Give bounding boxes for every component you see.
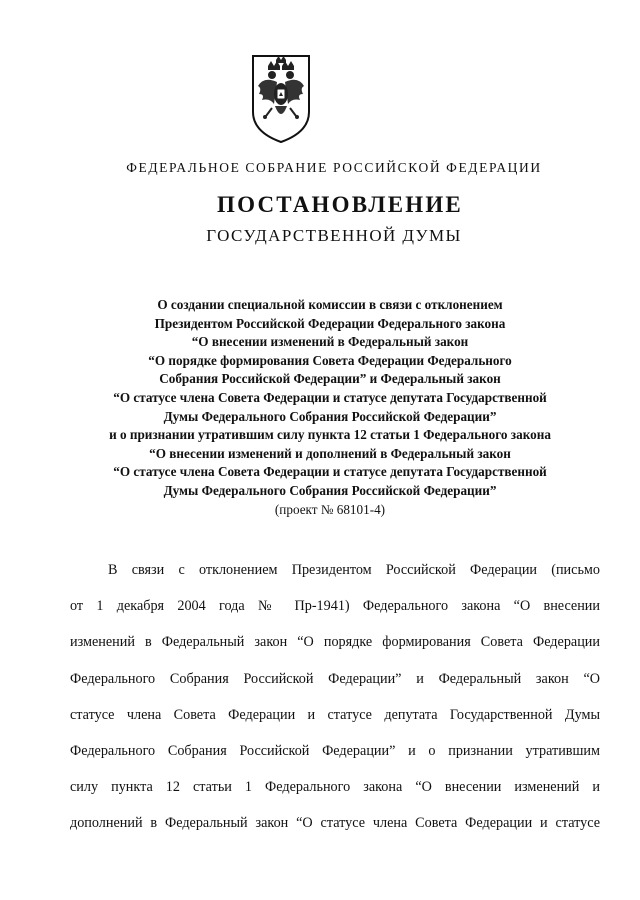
heading-line: “О внесении изменений в Федеральный закон — [191, 334, 469, 350]
heading-line: Президентом Российской Федерации Федерального закона — [154, 315, 506, 331]
body-line: от 1 декабря 2004 года № Пр-1941) Федерального закона “О внесении — [70, 598, 600, 615]
assembly-name: ФЕДЕРАЛЬНОЕ СОБРАНИЕ РОССИЙСКОЙ ФЕДЕРАЦИИ — [126, 160, 542, 175]
russian-coat-of-arms-icon — [250, 52, 312, 144]
resolution-heading — [60, 296, 600, 519]
heading-line: Думы Федерального Собрания Российской Федерации” — [163, 482, 497, 498]
heading-line: “О статусе члена Совета Федерации и статусе депутата Государственной — [113, 464, 547, 480]
body-line: изменений в Федеральный закон “О порядке формирования Совета Федерации — [70, 634, 600, 651]
heading-line: “О порядке формирования Совета Федерации Федерального — [148, 352, 512, 368]
heading-line: О создании специальной комиссии в связи с отклонением — [157, 297, 503, 312]
body-line: статусе члена Совета Федерации и статусе депутата Государственной Думы — [70, 706, 600, 723]
body-line: В связи с отклонением Президентом Российской Федерации (письмо — [108, 562, 600, 578]
body-line: силу пункта 12 статьи 1 Федерального закона “О внесении изменений и — [70, 779, 600, 796]
body-line: дополнений в Федеральный закон “О статусе члена Совета Федерации и статусе — [70, 815, 600, 832]
body-line: Федерального Собрания Российской Федерации” и о признании утратившим — [70, 743, 600, 760]
document-type-title: ПОСТАНОВЛЕНИЕ — [217, 192, 463, 217]
body-line: Федерального Собрания Российской Федерации” и Федеральный закон “О — [70, 670, 600, 687]
project-number: (проект № 68101-4) — [274, 501, 386, 517]
body-paragraph — [70, 552, 600, 842]
heading-line: Собрания Российской Федерации” и Федеральный закон — [159, 371, 501, 387]
heading-line: “О статусе члена Совета Федерации и статусе депутата Государственной — [113, 389, 547, 405]
heading-line: Думы Федерального Собрания Российской Федерации” — [163, 408, 497, 424]
heading-line: “О внесении изменений и дополнений в Федеральный закон — [149, 445, 511, 461]
heading-line: и о признании утратившим силу пункта 12 статьи 1 Федерального закона — [109, 427, 551, 443]
issuer-name: ГОСУДАРСТВЕННОЙ ДУМЫ — [206, 226, 462, 245]
